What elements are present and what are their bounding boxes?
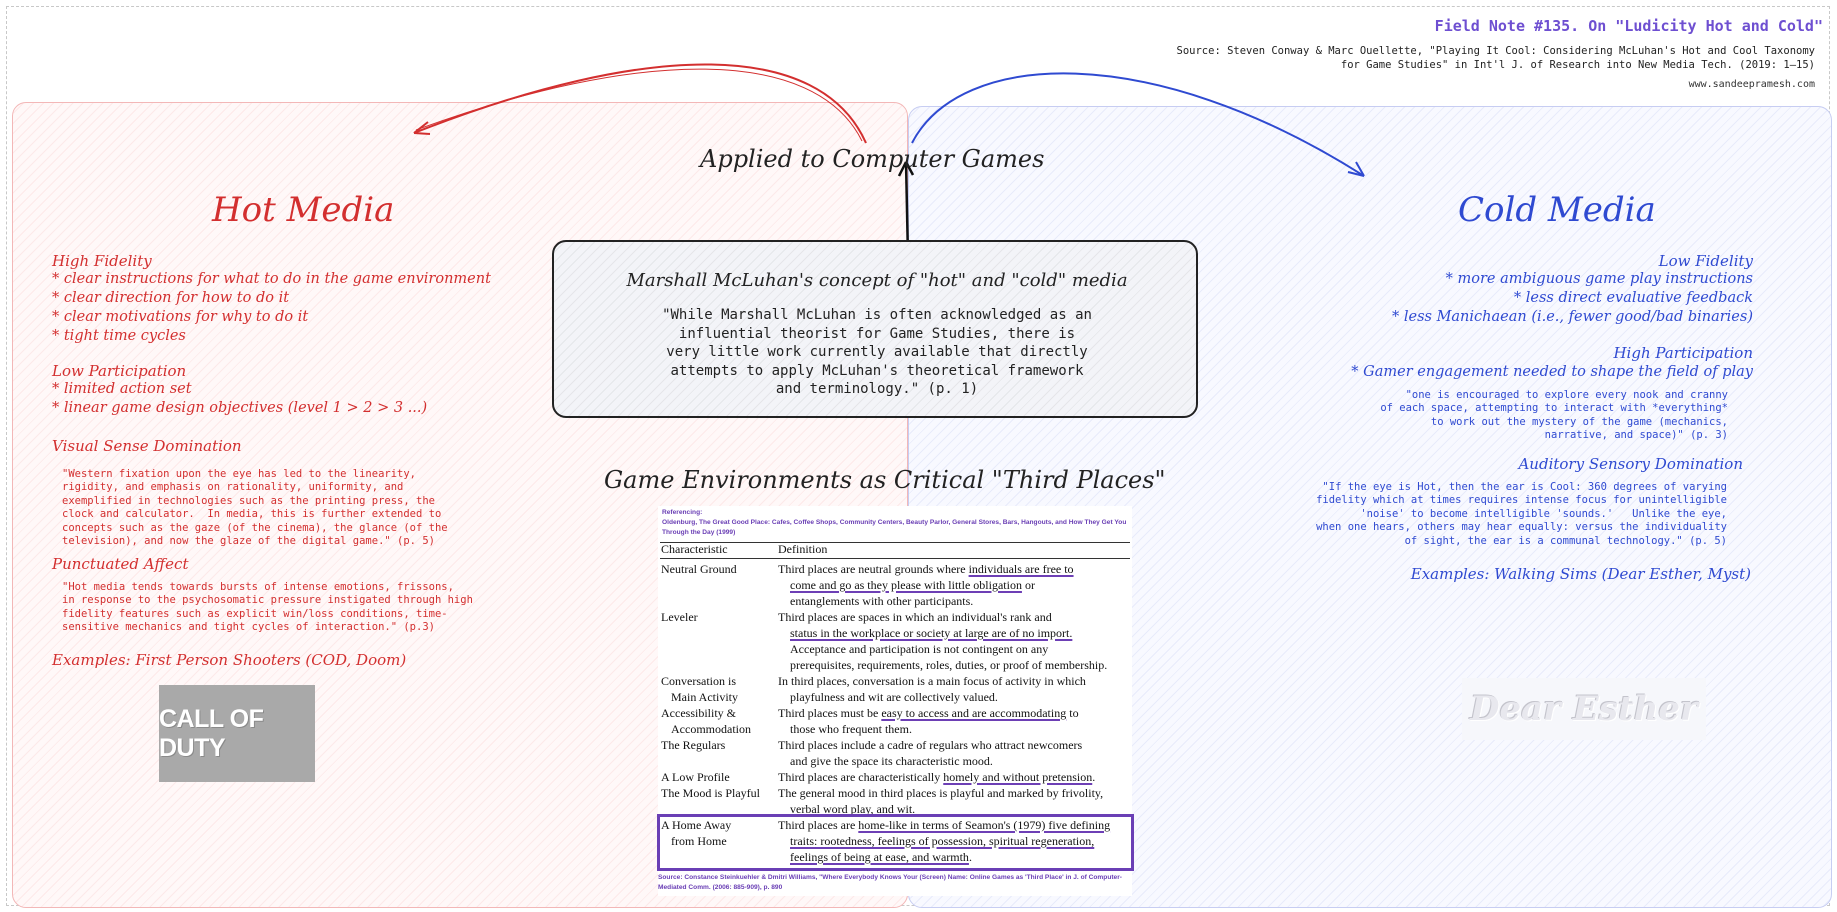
third-places-title: Game Environments as Critical "Third Places": [604, 466, 1166, 494]
table-source-note: Source: Constance Steinkuehler & Dmitri Williams, "Where Everybody Knows Your (Screen) Name: Online Games as 'Third Place' in J. of Computer-Mediated Comm. (2006: 885-909), p. 890: [658, 874, 1122, 891]
quote-line: exemplified in technologies such as the printing press, the: [62, 494, 435, 507]
box-quote-line: and terminology." (p. 1): [775, 381, 979, 397]
table-reference-note: [662, 508, 1132, 538]
call-of-duty-logo: [159, 685, 315, 782]
hot-visual-sense-heading: Visual Sense Domination: [52, 437, 242, 455]
list-item: * Gamer engagement needed to shape the field of play: [1351, 364, 1753, 380]
reference-label: Referencing:: [662, 509, 703, 516]
mcluhan-concept-box: [552, 240, 1198, 418]
quote-line: narrative, and space)" (p. 3): [1544, 429, 1728, 442]
cold-media-title: Cold Media: [1458, 190, 1656, 230]
quote-line: "If the eye is Hot, then the ear is Cool: 360 degrees of varying: [1322, 481, 1727, 493]
table-header-rule: [660, 558, 1130, 559]
hot-high-fidelity-heading: High Fidelity: [52, 252, 152, 270]
hot-examples: Examples: First Person Shooters (COD, Doom): [52, 651, 407, 669]
table-row-def: The general mood in third places is playful and marked by frivolity,: [778, 786, 1104, 800]
cold-low-fidelity-list: [1392, 270, 1753, 327]
hot-high-fidelity-list: [52, 270, 491, 346]
col-header-characteristic: Characteristic: [661, 542, 728, 556]
quote-line: to work out the mystery of the game (mechanics,: [1430, 415, 1728, 428]
list-item: * clear direction for how to do it: [52, 290, 290, 306]
list-item: * linear game design objectives (level 1 > 2 > 3 ...): [52, 400, 428, 416]
table-row-def: those who frequent them.: [790, 722, 912, 736]
dear-esther-logo-text: Dear Esther: [1470, 689, 1698, 729]
hot-visual-sense-quote: [62, 468, 448, 548]
table-row-char: The Regulars: [661, 738, 726, 752]
cold-low-fidelity-heading: Low Fidelity: [1658, 252, 1753, 270]
dear-esther-logo: [1462, 678, 1706, 740]
table-row-def: Third places must be easy to access and are accommodating to: [778, 706, 1079, 720]
box-quote-line: very little work currently available that directly: [666, 344, 1088, 360]
table-row-def: Third places are characteristically homely and without pretension.: [778, 770, 1096, 784]
cold-auditory-heading: Auditory Sensory Domination: [1518, 455, 1743, 473]
quote-line: fidelity which at times requires intense focus for unintelligible: [1316, 494, 1727, 507]
applied-title: Applied to Computer Games: [700, 145, 1045, 173]
table-row-char: from Home: [671, 834, 727, 848]
table-row-char: Leveler: [661, 610, 698, 624]
quote-line: when one hears, others may hear equally: versus the individuality: [1316, 521, 1727, 534]
hot-low-participation-list: [52, 380, 427, 418]
box-quote-line: influential theorist for Game Studies, there is: [678, 325, 1076, 342]
source-line-1: Source: Steven Conway & Marc Ouellette, "Playing It Cool: Considering McLuhan's Hot and Cool Taxonomy: [1176, 45, 1815, 57]
table-row-def: traits: rootedness, feelings of possession, spiritual regeneration,: [790, 834, 1095, 848]
hot-media-title: Hot Media: [212, 190, 395, 230]
list-item: * clear motivations for why to do it: [52, 309, 309, 325]
table-row-def: and give the space its characteristic mood.: [790, 754, 993, 768]
table-row-def: status in the workplace or society at large are of no import.: [790, 626, 1073, 640]
table-row-char: Main Activity: [671, 690, 738, 704]
hot-punctuated-affect-heading: Punctuated Affect: [52, 555, 189, 573]
website-link[interactable]: www.sandeepramesh.com: [1688, 79, 1815, 90]
source-line-2: for Game Studies" in Int'l J. of Research into New Media Tech. (2019: 1–15): [1340, 59, 1815, 71]
quote-line: rigidity, and emphasis on rationality, uniformity, and: [62, 481, 404, 494]
field-note-title: Field Note #135. On "Ludicity Hot and Cold": [1434, 17, 1823, 35]
table-row-def: Third places are neutral grounds where individuals are free to: [778, 562, 1074, 576]
box-quote: [554, 306, 1200, 399]
table-row-char: Conversation is: [661, 674, 736, 688]
list-item: * more ambiguous game play instructions: [1445, 271, 1753, 287]
quote-line: sensitive mechanics and tight cycles of interaction." (p.3): [62, 621, 435, 634]
reference-book: Oldenburg, The Great Good Place: Cafes, Coffee Shops, Community Centers, Beauty Parlor, General Stores, Bars, Hangouts, and How They Get You Through the Day (1999): [662, 519, 1127, 536]
quote-line: 'noise' to become intelligible 'sounds.' Unlike the eye,: [1360, 507, 1727, 520]
table-row-char: The Mood is Playful: [661, 786, 760, 800]
quote-line: clock and calculator. In media, this is further extended to: [62, 508, 442, 521]
table-row-char: Accommodation: [671, 722, 751, 736]
quote-line: television), and now the glaze of the digital game." (p. 5): [62, 535, 435, 548]
box-title: Marshall McLuhan's concept of "hot" and "cold" media: [626, 270, 1128, 291]
table-row-char: A Home Away: [661, 818, 732, 832]
col-header-definition: Definition: [778, 542, 828, 556]
arrow-to-hot: [414, 64, 866, 143]
list-item: * limited action set: [52, 381, 192, 397]
table-row-def: Third places include a cadre of regulars who attract newcomers: [778, 738, 1083, 752]
cold-high-participation-list: [1351, 363, 1753, 382]
list-item: * tight time cycles: [52, 328, 186, 344]
cold-high-participation-quote: [1380, 389, 1728, 443]
table-row-char: Neutral Ground: [661, 562, 737, 576]
list-item: * less direct evaluative feedback: [1513, 290, 1753, 306]
quote-line: "Western fixation upon the eye has led to the linearity,: [62, 468, 417, 480]
table-row-def: feelings of being at ease, and warmth.: [790, 850, 972, 864]
hot-low-participation-heading: Low Participation: [52, 362, 187, 380]
quote-line: of sight, the ear is a communal technology." (p. 5): [1404, 534, 1727, 547]
table-row-char: Accessibility &: [661, 706, 736, 720]
box-quote-line: "While Marshall McLuhan is often acknowledged as an: [662, 307, 1092, 323]
table-row-char: A Low Profile: [661, 770, 730, 784]
arrow-to-hot-stroke2: [416, 69, 862, 141]
table-row-def: In third places, conversation is a main focus of activity in which: [778, 674, 1086, 688]
box-quote-line: attempts to apply McLuhan's theoretical framework: [670, 362, 1084, 379]
table-row-def: entanglements with other participants.: [790, 594, 974, 608]
table-row-def: verbal word play, and wit.: [790, 802, 916, 816]
call-of-duty-logo-text: CALL OF DUTY: [159, 704, 264, 762]
cold-high-participation-heading: High Participation: [1613, 344, 1753, 362]
table-row-def: Acceptance and participation is not contingent on any: [790, 642, 1049, 656]
home-away-highlight: [657, 814, 1134, 871]
cold-examples: Examples: Walking Sims (Dear Esther, Myst): [1410, 565, 1751, 583]
quote-line: concepts such as the gaze (of the cinema), the glance (of the: [62, 521, 448, 534]
table-row-def: prerequisites, requirements, roles, duties, or proof of membership.: [790, 658, 1108, 672]
table-top-rule: [660, 542, 1130, 543]
quote-line: "one is encouraged to explore every nook and cranny: [1405, 389, 1728, 401]
quote-line: "Hot media tends towards bursts of intense emotions, frissons,: [62, 581, 454, 593]
cold-auditory-quote: [1316, 481, 1727, 548]
table-row-def: Third places are spaces in which an individual's rank and: [778, 610, 1052, 624]
quote-line: fidelity features such as explicit win/loss conditions, time-: [62, 607, 448, 620]
table-row-def: come and go as they please with little obligation or: [790, 578, 1035, 592]
table-row-def: playfulness and wit are collectively valued.: [790, 690, 998, 704]
table-row-def: Third places are home-like in terms of Seamon's (1979) five defining: [778, 818, 1111, 832]
list-item: * clear instructions for what to do in the game environment: [52, 271, 491, 287]
hot-punctuated-affect-quote: [62, 581, 473, 635]
quote-line: in response to the psychosomatic pressure instigated through high: [62, 594, 473, 607]
list-item: * less Manichaean (i.e., fewer good/bad binaries): [1392, 309, 1753, 325]
quote-line: of each space, attempting to interact with *everything*: [1380, 402, 1728, 415]
